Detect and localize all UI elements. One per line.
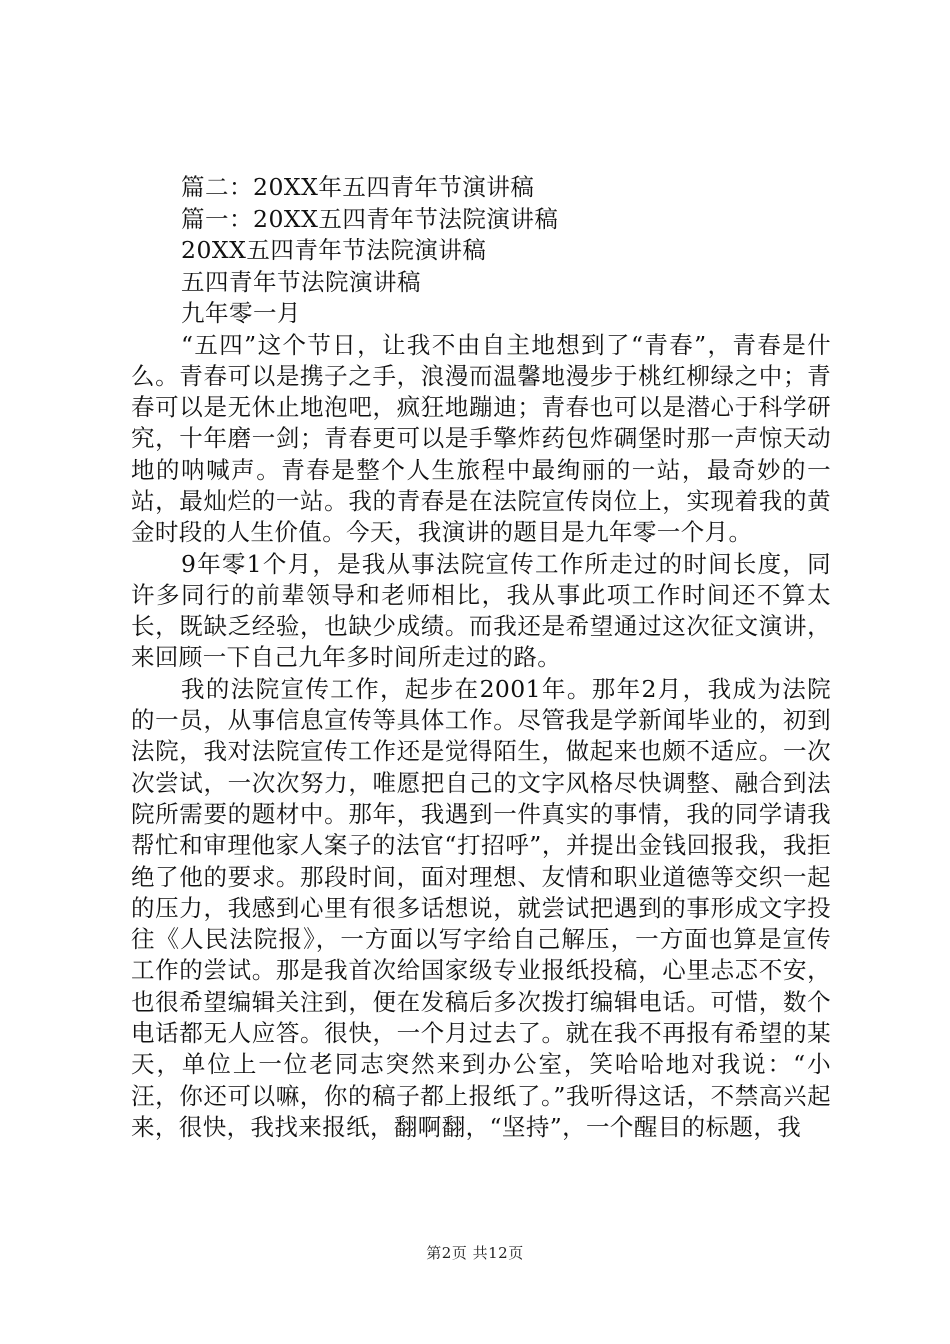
heading-line: 五四青年节法院演讲稿 [181,267,421,296]
heading-line: 九年零一月 [181,299,301,327]
document-body [131,172,831,1143]
paragraph: “五四”这个节日，让我不由自主地想到了“青春”，青春是什么。青春可以是携子之手，浪漫而温馨地漫步于桃红柳绿之中；青春可以是无休止地泡吧，疯狂地蹦迪；青春也可以是潜心于科学研究，十年磨一剑；青春更可以是手擎炸药包炸碉堡时那一声惊天动地的呐喊声。青春是整个人生旅程中最绚丽的一站，最奇妙的一站，最灿烂的一站。我的青春是在法院宣传岗位上，实现着我的黄金时段的人生价值。今天，我演讲的题目是九年零一个月。 [131,330,831,547]
heading-line: 篇二：20XX年五四青年节演讲稿 [181,173,535,201]
paragraph: 我的法院宣传工作，起步在2001年。那年2月，我成为法院的一员，从事信息宣传等具体工作。尽管我是学新闻毕业的，初到法院，我对法院宣传工作还是觉得陌生，做起来也颇不适应。一次次尝试，一次次努力，唯愿把自己的文字风格尽快调整、融合到法院所需要的题材中。那年，我遇到一件真实的事情，我的同学请我帮忙和审理他家人案子的法官“打招呼”，并提出金钱回报我，我拒绝了他的要求。那段时间，面对理想、友情和职业道德等交织一起的压力，我感到心里有很多话想说，就尝试把遇到的事形成文字投往《人民法院报》，一方面以写字给自己解压，一方面也算是宣传工作的尝试。那是我首次给国家级专业报纸投稿，心里忐忑不安，也很希望编辑关注到，便在发稿后多次拨打编辑电话。可惜，数个电话都无人应答。很快，一个月过去了。就在我不再报有希望的某天，单位上一位老同志突然来到办公室，笑哈哈地对我说：“小汪，你还可以嘛，你的稿子都上报纸了。”我听得这话，不禁高兴起来，很快，我找来报纸，翻啊翻，“坚持”，一个醒目的标题，我 [131,674,831,1141]
paragraph: 9年零1个月，是我从事法院宣传工作所走过的时间长度，同许多同行的前辈领导和老师相比，我从事此项工作时间还不算太长，既缺乏经验，也缺少成绩。而我还是希望通过这次征文演讲，来回顾一下自己九年多时间所走过的路。 [131,549,831,672]
heading-line: 20XX五四青年节法院演讲稿 [181,236,487,264]
heading-line: 篇一：20XX五四青年节法院演讲稿 [181,204,559,233]
page-number-footer: 第2页 共12页 [426,1244,524,1262]
